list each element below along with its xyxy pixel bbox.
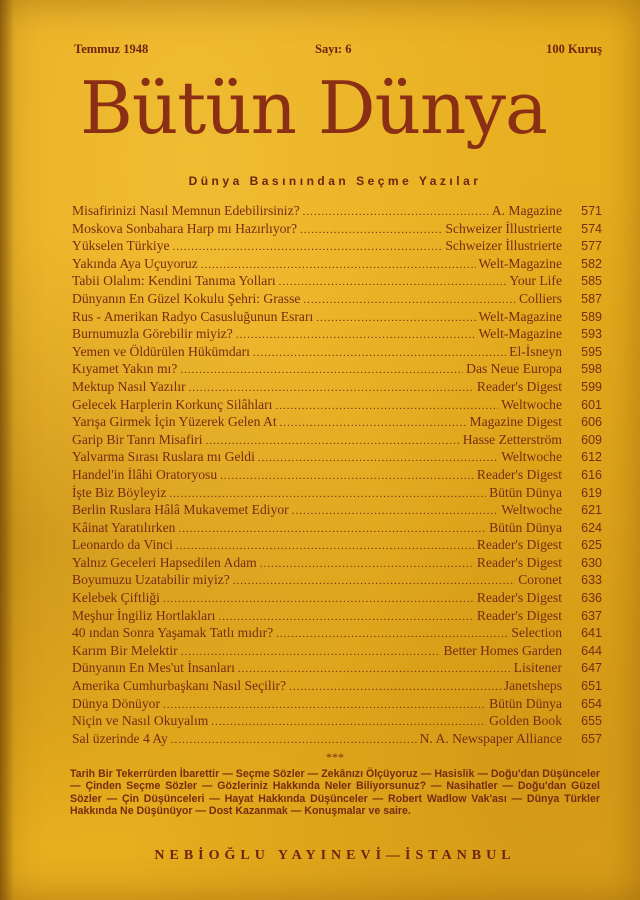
toc-entry-source: Lisitener xyxy=(513,660,562,676)
toc-entry-title: Kıyamet Yakın mı? xyxy=(72,361,178,377)
toc-entry-page: 647 xyxy=(581,661,602,676)
toc-entry-source: Bütün Dünya xyxy=(489,695,562,711)
toc-leader-dots xyxy=(258,450,498,468)
toc-entry-title: İşte Biz Böyleyiz xyxy=(72,484,167,500)
toc-entry-page: 637 xyxy=(581,608,602,623)
toc-entry-page: 657 xyxy=(581,731,602,746)
issue-number: Sayı: 6 xyxy=(315,42,352,56)
short-features-list: Tarih Bir Tekerrürden İbarettir — Seçme Sözler — Zekânızı Ölçüyoruz — Hasislik — Doğu'dan Düşünceler — Çinden Seçme Sözler — Gözleriniz Hakkında Neler Biliyorsunuz? — Nasihatler — Doğu'dan Güzel Sözler — Çin Düşünceleri — Hayat Hakkında Düşünceler — Robert Wadlow Vak'ası — Dünya Türkler Hakkında Ne Düşünüyor — Dost Kazanmak — Konuşmalar ve saire. xyxy=(70,768,600,818)
toc-entry-title: Sal üzerinde 4 Ay xyxy=(72,730,168,746)
toc-entry-title: Dünyanın En Güzel Kokulu Şehri: Grasse xyxy=(72,290,301,306)
toc-entry xyxy=(72,343,602,361)
toc-entry-page: 589 xyxy=(581,309,602,324)
toc-entry-title: Yemen ve Öldürülen Hükümdarı xyxy=(72,343,250,359)
toc-entry xyxy=(72,448,602,466)
toc-entry-title: Dünya Dönüyor xyxy=(72,695,160,711)
toc-entry xyxy=(72,290,602,308)
toc-entry-title: Meşhur İngiliz Hortlakları xyxy=(72,607,216,623)
toc-leader-dots xyxy=(180,362,463,380)
toc-entry xyxy=(72,589,602,607)
toc-entry-source: Coronet xyxy=(518,572,562,588)
toc-entry-title: Garip Bir Tanrı Misafiri xyxy=(72,431,203,447)
toc-entry-source: Reader's Digest xyxy=(476,466,562,482)
cover-edge-wear xyxy=(0,0,14,900)
toc-entry-page: 633 xyxy=(581,573,602,588)
toc-entry-source: Better Homes Garden xyxy=(443,642,562,658)
toc-leader-dots xyxy=(292,503,499,521)
issue-price: 100 Kuruş xyxy=(546,42,602,56)
toc-entry-page: 612 xyxy=(581,450,602,465)
toc-entry-title: Burnumuzla Görebilir miyiz? xyxy=(72,326,233,342)
toc-entry-title: Berlin Ruslara Hâlâ Mukavemet Ediyor xyxy=(72,502,289,518)
toc-entry xyxy=(72,202,602,220)
toc-entry-source: Magazine Digest xyxy=(469,414,562,430)
toc-entry-page: 574 xyxy=(581,221,602,236)
toc-entry xyxy=(72,360,602,378)
toc-entry xyxy=(72,519,602,537)
toc-entry xyxy=(72,413,602,431)
toc-entry-source: Bütün Dünya xyxy=(489,484,562,500)
toc-entry-source: Reader's Digest xyxy=(476,554,562,570)
toc-entry-source: Welt-Magazine xyxy=(478,255,562,271)
toc-entry-page: 598 xyxy=(581,362,602,377)
toc-entry-source: Schweizer İllustrierte xyxy=(445,238,562,254)
toc-entry-title: Yalnız Geceleri Hapsedilen Adam xyxy=(72,554,257,570)
issue-date: Temmuz 1948 xyxy=(74,42,149,56)
toc-entry xyxy=(72,237,602,255)
toc-leader-dots xyxy=(163,697,486,715)
toc-entry-source: Schweizer İllustrierte xyxy=(445,220,562,236)
toc-leader-dots xyxy=(316,310,475,328)
toc-entry-source: Weltwoche xyxy=(501,396,562,412)
toc-leader-dots xyxy=(289,679,501,697)
toc-leader-dots xyxy=(236,327,476,345)
toc-entry-source: Das Neue Europa xyxy=(466,361,562,377)
toc-entry-page: 654 xyxy=(581,696,602,711)
toc-entry-title: Yakında Aya Uçuyoruz xyxy=(72,255,198,271)
toc-entry-title: Niçin ve Nasıl Okuyalım xyxy=(72,713,209,729)
toc-leader-dots xyxy=(260,556,474,574)
toc-entry xyxy=(72,308,602,326)
masthead-subtitle: Dünya Basınından Seçme Yazılar xyxy=(188,174,482,188)
toc-leader-dots xyxy=(171,732,417,750)
toc-entry xyxy=(72,642,602,660)
table-of-contents xyxy=(72,202,602,747)
toc-entry-page: 585 xyxy=(581,274,602,289)
publisher-line: NEBİOĞLU YAYINEVİ—İSTANBUL xyxy=(154,848,516,863)
toc-entry xyxy=(72,677,602,695)
toc-entry-title: 40 ından Sonra Yaşamak Tatlı mıdır? xyxy=(72,625,274,641)
toc-entry xyxy=(72,659,602,677)
toc-entry-title: Yarışa Girmek İçin Yüzerek Gelen At xyxy=(72,414,277,430)
masthead-title: Bütün Dünya xyxy=(80,66,547,150)
toc-entry-title: Misafirinizi Nasıl Memnun Edebilirsiniz? xyxy=(72,203,300,218)
toc-entry-page: 587 xyxy=(581,291,602,306)
toc-leader-dots xyxy=(178,521,486,539)
toc-entry-page: 636 xyxy=(581,591,602,606)
toc-entry-page: 582 xyxy=(581,256,602,271)
toc-entry-page: 577 xyxy=(581,239,602,254)
toc-entry xyxy=(72,325,602,343)
toc-entry-page: 655 xyxy=(581,714,602,729)
toc-entry-source: Reader's Digest xyxy=(476,590,562,606)
toc-entry xyxy=(72,255,602,273)
toc-entry xyxy=(72,730,602,748)
toc-entry xyxy=(72,272,602,290)
toc-entry-page: 619 xyxy=(581,485,602,500)
toc-entry-title: Gelecek Harplerin Korkunç Silâhları xyxy=(72,396,273,412)
toc-entry xyxy=(72,695,602,713)
toc-entry-title: Rus - Amerikan Radyo Casusluğunun Esrarı xyxy=(72,308,314,324)
toc-entry xyxy=(72,466,602,484)
toc-entry xyxy=(72,571,602,589)
toc-entry-source: Golden Book xyxy=(489,713,562,729)
toc-entry-page: 593 xyxy=(581,327,602,342)
toc-entry-source: El-İsneyn xyxy=(509,343,562,359)
toc-entry xyxy=(72,431,602,449)
toc-entry-source: Reader's Digest xyxy=(476,378,562,394)
toc-entry-source: Colliers xyxy=(518,290,562,306)
toc-entry-source: Weltwoche xyxy=(501,502,562,518)
toc-entry-title: Kelebek Çiftliği xyxy=(72,590,160,606)
toc-entry xyxy=(72,396,602,414)
toc-entry-title: Karım Bir Melektir xyxy=(72,642,178,658)
toc-entry xyxy=(72,712,602,730)
toc-entry-title: Yalvarma Sırası Ruslara mı Geldi xyxy=(72,449,255,465)
toc-leader-dots xyxy=(220,468,474,486)
toc-entry-page: 609 xyxy=(581,432,602,447)
toc-entry-title: Mektup Nasıl Yazılır xyxy=(72,378,186,394)
toc-entry-source: Selection xyxy=(511,625,562,641)
toc-entry-source: Weltwoche xyxy=(501,449,562,465)
toc-entry xyxy=(72,624,602,642)
toc-entry-source: Reader's Digest xyxy=(476,537,562,553)
toc-entry-page: 601 xyxy=(581,397,602,412)
toc-entry xyxy=(72,378,602,396)
toc-entry-title: Yükselen Türkiye xyxy=(72,238,170,254)
toc-entry-title: Tabii Olalım: Kendini Tanıma Yolları xyxy=(72,273,276,289)
toc-entry-title: Dünyanın En Mes'ut İnsanları xyxy=(72,660,235,676)
toc-entry-page: 625 xyxy=(581,538,602,553)
toc-leader-dots xyxy=(275,398,498,416)
section-divider-stars: *** xyxy=(326,750,344,764)
toc-entry xyxy=(72,220,602,238)
toc-entry-page: 641 xyxy=(581,626,602,641)
toc-leader-dots xyxy=(233,573,515,591)
toc-entry-title: Leonardo da Vinci xyxy=(72,537,173,553)
toc-leader-dots xyxy=(300,222,442,240)
toc-entry-title: Moskova Sonbahara Harp mı Hazırlıyor? xyxy=(72,220,297,236)
toc-entry-source: Welt-Magazine xyxy=(478,326,562,342)
toc-entry-source: Hasse Zetterström xyxy=(462,431,562,447)
toc-entry-source: Bütün Dünya xyxy=(489,519,562,535)
toc-leader-dots xyxy=(280,415,467,433)
toc-entry xyxy=(72,536,602,554)
toc-entry-source: Reader's Digest xyxy=(476,607,562,623)
toc-entry-page: 606 xyxy=(581,415,602,430)
toc-entry-source: N. A. Newspaper Alliance xyxy=(419,730,562,746)
toc-entry-page: 571 xyxy=(581,204,602,218)
toc-entry-page: 651 xyxy=(581,679,602,694)
toc-entry-page: 621 xyxy=(581,503,602,518)
toc-entry xyxy=(72,484,602,502)
toc-leader-dots xyxy=(279,274,507,292)
toc-entry xyxy=(72,501,602,519)
toc-entry-title: Amerika Cumhurbaşkanı Nasıl Seçilir? xyxy=(72,678,287,694)
toc-entry-source: Your Life xyxy=(509,273,562,289)
toc-entry-page: 616 xyxy=(581,467,602,482)
toc-entry-page: 630 xyxy=(581,555,602,570)
toc-entry-title: Boyumuzu Uzatabilir miyiz? xyxy=(72,572,230,588)
toc-entry xyxy=(72,607,602,625)
toc-leader-dots xyxy=(173,239,443,257)
toc-entry xyxy=(72,554,602,572)
toc-entry-title: Kâinat Yaratılırken xyxy=(72,519,176,535)
toc-entry-page: 624 xyxy=(581,520,602,535)
toc-entry-source: A. Magazine xyxy=(491,203,562,218)
toc-entry-page: 644 xyxy=(581,643,602,658)
toc-entry-source: Janetsheps xyxy=(503,678,562,694)
toc-entry-page: 599 xyxy=(581,379,602,394)
toc-entry-source: Welt-Magazine xyxy=(478,308,562,324)
toc-entry-page: 595 xyxy=(581,344,602,359)
toc-entry-title: Handel'in İlâhi Oratoryosu xyxy=(72,466,218,482)
